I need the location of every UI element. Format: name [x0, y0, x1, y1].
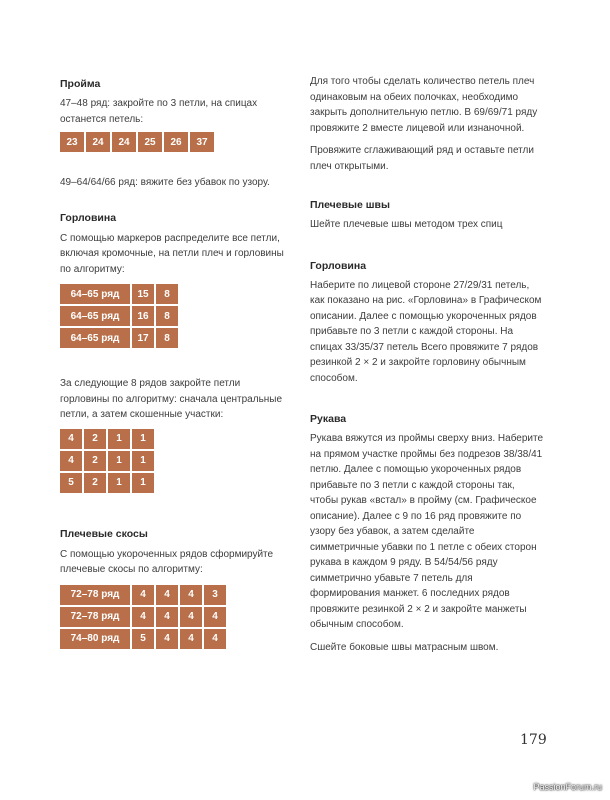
armhole-text-2: 49–64/64/66 ряд: вяжите без убавок по узору.: [60, 177, 270, 188]
table-cell: 64–65 ряд: [60, 306, 130, 326]
table-cell: 1: [108, 429, 130, 449]
table-cell: 72–78 ряд: [60, 607, 130, 627]
table-cell: 4: [60, 429, 82, 449]
table-cell: 5: [60, 473, 82, 493]
table-cell: 1: [132, 473, 154, 493]
table-row: [60, 132, 214, 152]
table-cell: 4: [156, 629, 178, 649]
table-cell: 4: [132, 585, 154, 605]
neckline-table: [58, 282, 180, 350]
table-row: [60, 451, 154, 471]
sleeves-text: Рукава вяжутся из проймы сверху вниз. Наберите на прямом участке проймы без подрезов 38/38/41 петлю. Далее с помощью укороченных рядов прибавьте по 3 петли с каждой стороны так, чтобы рукав «встал» в пройму (см. Графическое описание). Далее с 9 по 16 ряд провяжите по узору без убавок, а затем сделайте симметричные убавки по 1 петле с обеих сторон рукава в каждом 9 ряду. В 54/54/56 ряду симметрично убавьте 7 петель для формирования манжет. 6 последних рядов провяжите резинкой 2 × 2 и закройте манжеты обычным способом.: [310, 433, 544, 630]
table-cell: 4: [156, 607, 178, 627]
section-title-shoulder-seams: Плечевые швы: [310, 199, 390, 211]
table-cell: 1: [132, 429, 154, 449]
table-cell: 4: [180, 585, 202, 605]
table-row: [60, 607, 226, 627]
table-cell: 25: [138, 132, 162, 152]
table-cell: 37: [190, 132, 214, 152]
table-cell: 24: [86, 132, 110, 152]
table-cell: 15: [132, 284, 154, 304]
shoulder-slopes-table: [58, 583, 228, 651]
table-cell: 64–65 ряд: [60, 328, 130, 348]
section-title-sleeves: Рукава: [310, 413, 347, 425]
table-cell: 16: [132, 306, 154, 326]
neckline-right-text: Наберите по лицевой стороне 27/29/31 петель, как показано на рис. «Горловина» в Графическом описании. Далее с помощью укороченных рядов прибавьте по 3 петли с каждой стороны. На спицах 33/35/37 петель Всего провяжите 7 рядов резинкой 2 × 2 и закройте горловину обычным способом.: [310, 279, 542, 384]
table-cell: 24: [112, 132, 136, 152]
section-title-neckline-right: Горловина: [310, 259, 367, 272]
smoothing-row-text: Провяжите сглаживающий ряд и оставьте петли плеч открытыми.: [310, 145, 534, 172]
table-cell: 3: [204, 585, 226, 605]
table-cell: 23: [60, 132, 84, 152]
table-cell: 74–80 ряд: [60, 629, 130, 649]
table-cell: 4: [180, 607, 202, 627]
table-cell: 4: [204, 607, 226, 627]
neckline-table-2: [58, 427, 156, 495]
page-number: 179: [520, 732, 547, 748]
armhole-text: 47–48 ряд: закройте по 3 петли, на спицах останется петель:: [60, 98, 258, 125]
left-column: [60, 70, 285, 651]
table-cell: 17: [132, 328, 154, 348]
table-cell: 1: [108, 451, 130, 471]
armhole-table: [58, 130, 216, 154]
section-title-armhole: Пройма: [60, 78, 101, 90]
table-cell: 64–65 ряд: [60, 284, 130, 304]
table-cell: 4: [156, 585, 178, 605]
table-row: [60, 328, 178, 348]
table-cell: 8: [156, 284, 178, 304]
shoulder-stitches-text: Для того чтобы сделать количество петель плеч одинаковым на обеих полочках, необходимо закрыть дополнительную петлю. В 69/69/71 ряду провяжите 2 вместе лицевой или изнаночной.: [310, 76, 538, 134]
table-cell: 8: [156, 306, 178, 326]
watermark: PassionForum.ru: [533, 782, 602, 792]
table-cell: 72–78 ряд: [60, 585, 130, 605]
section-title-shoulder-slopes: Плечевые скосы: [60, 527, 148, 540]
neckline-text: С помощью маркеров распределите все петли, включая кромочные, на петли плеч и горловины по алгоритму:: [60, 232, 284, 275]
table-cell: 26: [164, 132, 188, 152]
neckline-text-2: За следующие 8 рядов закройте петли горловины по алгоритму: сначала центральные петли, а затем скошенные участки:: [60, 378, 283, 420]
table-row: [60, 429, 154, 449]
table-cell: 4: [204, 629, 226, 649]
table-cell: 8: [156, 328, 178, 348]
table-cell: 2: [84, 451, 106, 471]
table-row: [60, 585, 226, 605]
table-row: [60, 306, 178, 326]
shoulder-slopes-text: С помощью укороченных рядов сформируйте плечевые скосы по алгоритму:: [60, 548, 274, 575]
table-row: [60, 473, 154, 493]
table-cell: 5: [132, 629, 154, 649]
table-row: [60, 629, 226, 649]
table-cell: 4: [132, 607, 154, 627]
table-cell: 1: [108, 473, 130, 493]
right-column: [310, 70, 545, 655]
section-title-neckline: Горловина: [60, 211, 117, 224]
shoulder-seams-text: Шейте плечевые швы методом трех спиц: [310, 219, 503, 230]
table-cell: 2: [84, 429, 106, 449]
table-cell: 4: [180, 629, 202, 649]
table-cell: 4: [60, 451, 82, 471]
table-cell: 2: [84, 473, 106, 493]
table-cell: 1: [132, 451, 154, 471]
side-seams-text: Сшейте боковые швы матрасным швом.: [310, 641, 499, 653]
table-row: [60, 284, 178, 304]
